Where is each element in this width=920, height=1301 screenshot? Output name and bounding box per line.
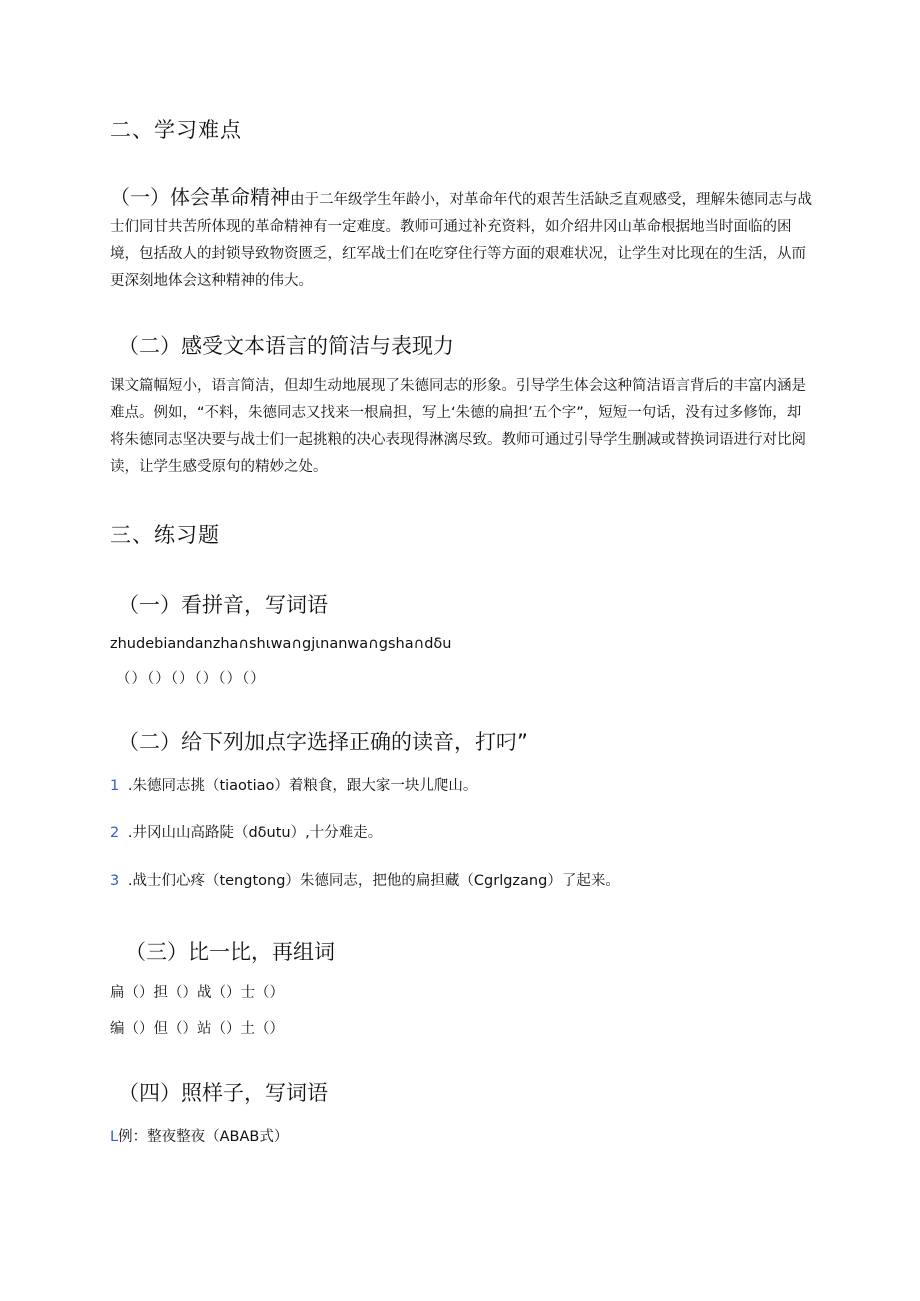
difficulty-2-text: 课文篇幅短小，语言简洁，但却生动地展现了朱德同志的形象。引导学生体会这种简洁语言背后的丰富内涵是难点。例如，“不料，朱德同志又找来一根扁担，写上‘朱德的扁担’五个字”，短短一句话，没有过多修饰，却将朱德同志坚决要与战士们一起挑粮的决心表现得淋漓尽致。教师可通过引导学生删减或替换词语进行对比阅读，让学生感受原句的精妙之处。 [110,378,806,475]
difficulty-1-paragraph [110,184,815,295]
exercise-4-example [110,1124,288,1151]
item-number: 2 [110,825,120,841]
item-number: 3 [110,873,120,889]
item-text: .朱德同志挑（tiaotiao）着粮食，跟大家一块儿爬山。 [127,778,478,794]
exercise-1-pinyin: zhudebiandanzha∩shιwa∩gjιnanwa∩gsha∩dδu [110,636,452,652]
item-text: .井冈山山高路陡（dδutu）,十分难走。 [127,825,383,841]
section-heading-difficulties: 二、学习难点 [110,118,242,142]
exercise-1-blanks: （）（）（）（）（）（） [116,671,266,687]
item-number: 1 [110,778,120,794]
exercise-3-heading: （三）比一比，再组词 [125,940,335,964]
example-text: 例：整夜整夜（ABAB式） [118,1129,289,1145]
exercise-4-heading: （四）照样子，写词语 [118,1081,328,1105]
exercise-2-item [110,868,620,895]
exercise-2-item [110,773,477,800]
difficulty-2-heading: （二）感受文本语言的简洁与表现力 [118,334,454,358]
exercise-1-heading: （一）看拼音，写词语 [118,593,328,617]
exercise-2-item [110,820,382,847]
exercise-2-heading: （二）给下列加点字选择正确的读音，打叼” [118,730,528,754]
difficulty-1-heading: （一）体会革命精神 [110,185,290,209]
difficulty-1-text: 由于二年级学生年龄小，对革命年代的艰苦生活缺乏直观感受，理解朱德同志与战士们同甘共苦所体现的革命精神有一定难度。教师可通过补充资料，如介绍井冈山革命根据地当时面临的困境，包括敌人的封锁导致物资匮乏，红军战士们在吃穿住行等方面的艰难状况，让学生对比现在的生活，从而更深刻地体会这种精神的伟大。 [110,192,812,289]
item-text: .战士们心疼（tengtong）朱德同志，把他的扁担藏（Cgrlgzang）了起来。 [127,873,620,889]
list-marker: L [110,1129,119,1145]
section-heading-exercises: 三、练习题 [110,523,220,547]
exercise-3-row-2: 编（）但（）站（）土（） [110,1021,284,1037]
exercise-3-row-1: 扁（）担（）战（）士（） [110,985,284,1001]
